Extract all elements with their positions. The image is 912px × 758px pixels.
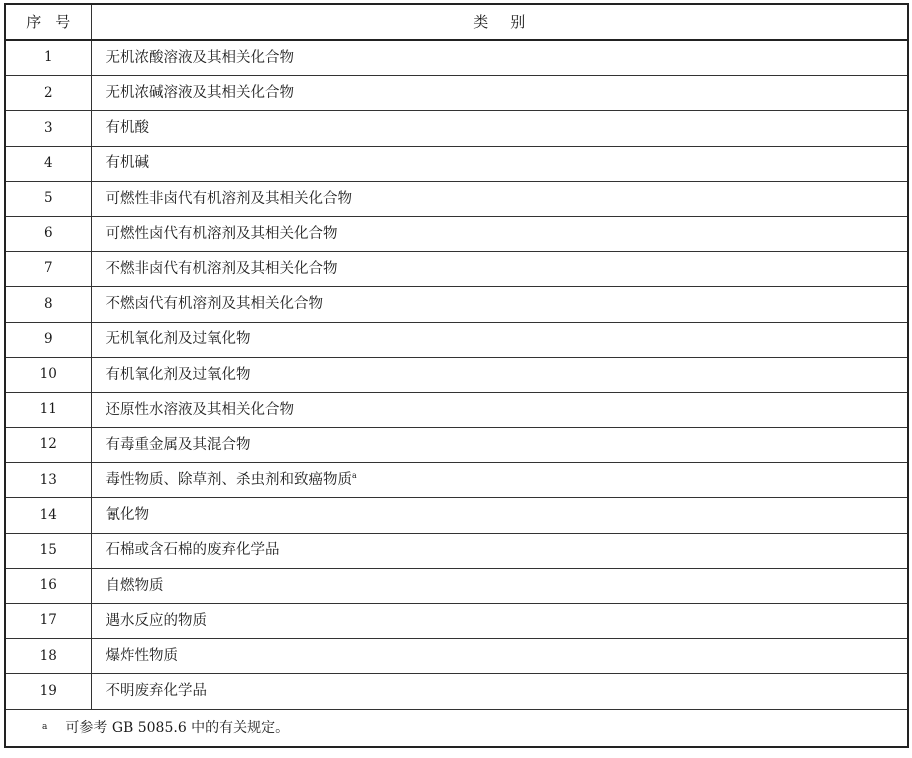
row-category (91, 76, 908, 111)
table-row (5, 604, 908, 639)
table-row (5, 639, 908, 674)
row-category-text: 爆炸性物质 (105, 648, 178, 665)
row-category-text: 无机浓酸溶液及其相关化合物 (105, 49, 294, 66)
row-category-text: 不燃卤代有机溶剂及其相关化合物 (105, 296, 323, 313)
row-category (91, 40, 908, 76)
row-category (91, 252, 908, 287)
row-serial-number: 10 (5, 357, 91, 392)
table-row (5, 181, 908, 216)
row-category (91, 639, 908, 674)
row-category (91, 498, 908, 533)
row-serial-number: 19 (5, 674, 91, 709)
row-serial-number: 18 (5, 639, 91, 674)
row-serial-number: 14 (5, 498, 91, 533)
row-category-text: 可燃性非卤代有机溶剂及其相关化合物 (105, 190, 352, 207)
table-row (5, 146, 908, 181)
table-row (5, 287, 908, 322)
table-row (5, 216, 908, 251)
row-category (91, 568, 908, 603)
row-category-text: 有机氧化剂及过氧化物 (105, 366, 251, 383)
row-serial-number: 13 (5, 463, 91, 498)
table-row (5, 463, 908, 498)
row-serial-number: 15 (5, 533, 91, 568)
row-serial-number: 4 (5, 146, 91, 181)
table-row (5, 392, 908, 427)
row-category (91, 604, 908, 639)
row-category-text: 无机浓碱溶液及其相关化合物 (105, 85, 294, 102)
row-category-text: 有毒重金属及其混合物 (105, 436, 251, 453)
row-category (91, 146, 908, 181)
row-category (91, 287, 908, 322)
row-category (91, 111, 908, 146)
row-serial-number: 6 (5, 216, 91, 251)
table-row (5, 111, 908, 146)
row-category-text: 无机氧化剂及过氧化物 (105, 331, 251, 348)
row-category-text: 还原性水溶液及其相关化合物 (105, 401, 294, 418)
row-serial-number: 11 (5, 392, 91, 427)
row-category-text: 遇水反应的物质 (105, 612, 207, 629)
row-category-text: 不明废弃化学品 (105, 683, 207, 700)
row-serial-number: 12 (5, 428, 91, 463)
row-footnote-marker: a (352, 471, 357, 481)
row-category (91, 181, 908, 216)
table-row (5, 674, 908, 709)
row-category-text: 不燃非卤代有机溶剂及其相关化合物 (105, 260, 338, 277)
row-category (91, 357, 908, 392)
footnote-row (5, 709, 908, 747)
table-body (5, 40, 908, 709)
row-category (91, 322, 908, 357)
footnote-text: 可参考 GB 5085.6 中的有关规定。 (65, 719, 290, 736)
table-row (5, 498, 908, 533)
row-category-text: 毒性物质、除草剂、杀虫剂和致癌物质 (105, 472, 352, 489)
row-category-text: 有机碱 (105, 155, 149, 172)
row-category (91, 428, 908, 463)
row-category (91, 216, 908, 251)
row-serial-number: 9 (5, 322, 91, 357)
row-category-text: 氰化物 (105, 507, 149, 524)
table-row (5, 428, 908, 463)
table-row (5, 533, 908, 568)
row-category-text: 有机酸 (105, 120, 149, 137)
footnote-mark: a (42, 721, 48, 732)
row-serial-number: 17 (5, 604, 91, 639)
row-category-text: 石棉或含石棉的废弃化学品 (105, 542, 280, 559)
table-row (5, 357, 908, 392)
table-row (5, 252, 908, 287)
row-serial-number: 8 (5, 287, 91, 322)
table-row (5, 40, 908, 76)
footnote-cell (5, 709, 908, 747)
row-serial-number: 5 (5, 181, 91, 216)
header-category: 类别 (91, 4, 908, 40)
row-category-text: 自燃物质 (105, 577, 164, 594)
row-category-text: 可燃性卤代有机溶剂及其相关化合物 (105, 225, 338, 242)
row-serial-number: 1 (5, 40, 91, 76)
table-row (5, 76, 908, 111)
row-category (91, 533, 908, 568)
row-serial-number: 2 (5, 76, 91, 111)
row-serial-number: 3 (5, 111, 91, 146)
chemical-category-table (4, 3, 909, 748)
row-serial-number: 7 (5, 252, 91, 287)
row-category (91, 674, 908, 709)
row-category (91, 392, 908, 427)
header-serial-number: 序号 (5, 4, 91, 40)
chemical-category-table-container (4, 3, 907, 748)
row-category (91, 463, 908, 498)
row-serial-number: 16 (5, 568, 91, 603)
table-header-row (5, 4, 908, 40)
table-row (5, 568, 908, 603)
table-row (5, 322, 908, 357)
